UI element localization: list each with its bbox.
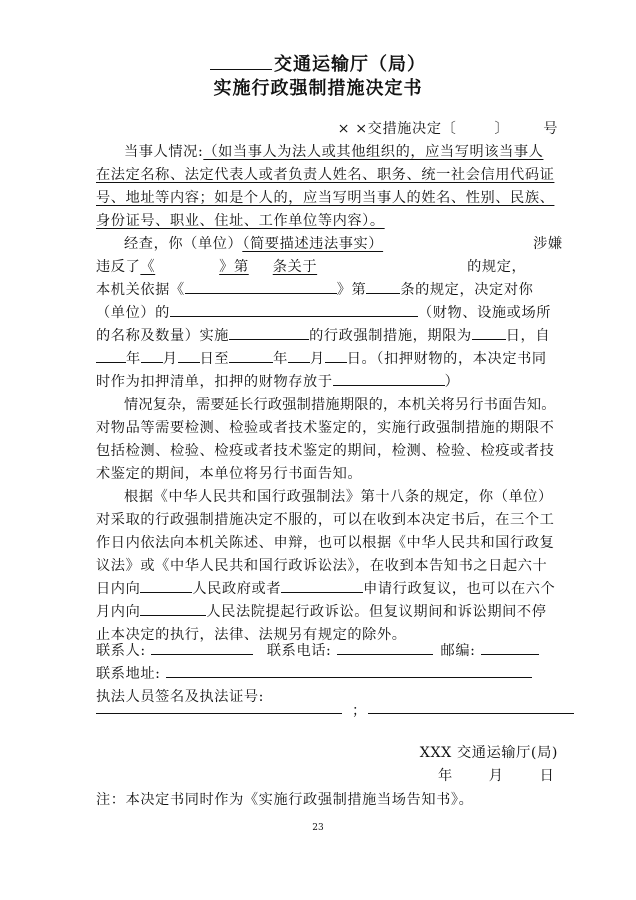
facts-text: 涉嫌: [533, 236, 563, 252]
facts-text: 时作为扣押清单，扣押的财物存放于: [96, 374, 333, 390]
party-info-line: [96, 141, 586, 163]
facts-text: 日，自: [505, 328, 551, 344]
footnote: 注：本决定书同时作为《实施行政强制措施当场告知书》。: [96, 792, 474, 808]
end-month-field[interactable]: [288, 348, 310, 363]
extension-line-4: 术鉴定的期间，本单位将另行书面告知。: [96, 466, 363, 482]
doc-number-bracket-close: 〕: [494, 121, 510, 137]
facts-line-1: [96, 233, 586, 255]
officer-signature-field-1[interactable]: [96, 713, 342, 714]
facts-line-4: [96, 302, 558, 324]
rights-line-5: 日内向 人民政府或者 申请行政复议，也可以在六个: [96, 578, 558, 600]
start-year-field[interactable]: [96, 348, 126, 363]
facts-line-2: [96, 256, 558, 278]
violated-law-field[interactable]: 《 》第 条关于: [140, 259, 318, 275]
page-number: 23: [312, 823, 324, 833]
date-day: 日: [539, 768, 555, 784]
facts-text: ）: [444, 374, 460, 390]
facts-text: 本机关依据《: [96, 282, 185, 298]
start-day-field[interactable]: [178, 348, 200, 363]
address-label: 联系地址:: [96, 666, 161, 682]
zip-field[interactable]: [481, 640, 539, 655]
issuer-name: XXX 交通运输厅(局): [419, 745, 558, 761]
date-year: 年: [438, 768, 453, 784]
rights-line-4: 议法》或《中华人民共和国行政诉讼法》，在收到本告知书之日起六十: [96, 558, 548, 574]
property-field[interactable]: [170, 302, 418, 317]
extension-line-3: 包括检测、检验、检疫或者技术鉴定的期间，检测、检验、检疫或者技: [96, 443, 555, 459]
party-label: 当事人情况:: [124, 144, 204, 160]
contact-person-label: 联系人:: [96, 643, 146, 659]
facts-text: 条的规定，决定对你: [400, 282, 534, 298]
contact-phone-label: 联系电话:: [266, 643, 332, 659]
rights-line-2: 对采取的行政强制措施决定不服的，可以在收到本决定书后，在三个工: [96, 512, 555, 528]
issue-date: [438, 765, 578, 787]
party-instruction-3[interactable]: 号、地址等内容；如是个人的，应当写明当事人的姓名、性别、民族、: [96, 190, 555, 206]
facts-line-6: 年 月 日至 年 月 日。（扣押财物的，本决定书同: [96, 348, 558, 370]
extension-line-1: 情况复杂，需要延长行政强制措施期限的，本机关将另行书面告知。: [124, 397, 556, 413]
facts-text: 经查，你（单位）: [124, 236, 243, 252]
contact-person-field[interactable]: [151, 640, 253, 655]
end-year-field[interactable]: [229, 348, 273, 363]
document-header: [0, 50, 636, 76]
duration-days-field[interactable]: [472, 325, 506, 340]
facts-text: 的行政强制措施，期限为: [309, 328, 472, 344]
address-field[interactable]: [166, 663, 532, 678]
court-field[interactable]: [140, 601, 206, 616]
legal-basis-article-field[interactable]: [366, 279, 400, 294]
rights-line-7: 止本决定的执行，法律、法规另有规定的除外。: [96, 627, 407, 643]
facts-text: 违反了: [96, 259, 141, 275]
violation-facts-field[interactable]: （简要描述违法事实）: [242, 236, 384, 252]
facts-line-3: [96, 279, 558, 301]
signature-separator: ；: [352, 703, 367, 719]
header-title-suffix: 交通运输厅（局）: [274, 54, 426, 75]
officer-label: 执法人员签名及执法证号:: [96, 689, 265, 705]
review-agency-field[interactable]: [281, 578, 363, 593]
storage-location-field[interactable]: [333, 371, 445, 386]
contact-line: [96, 640, 558, 662]
rights-line-1: 根据《中华人民共和国行政强制法》第十八条的规定，你（单位）: [124, 489, 553, 505]
officer-signature-field-2[interactable]: [368, 713, 574, 714]
party-instruction-1[interactable]: （如当事人为法人或其他组织的，应当写明该当事人: [203, 144, 544, 160]
document-number: [96, 118, 558, 140]
date-month: 月: [488, 768, 504, 784]
facts-text: 的名称及数量）实施: [96, 328, 230, 344]
end-day-field[interactable]: [325, 348, 347, 363]
facts-text: （财物、设施或场所: [417, 305, 552, 321]
agency-name-blank[interactable]: [210, 53, 272, 70]
address-line: [96, 663, 558, 685]
extension-line-2: 对物品等需要检测、检验或者技术鉴定的，实施行政强制措施的期限不: [96, 420, 555, 436]
facts-text: 的规定，: [467, 259, 527, 275]
contact-phone-field[interactable]: [337, 640, 433, 655]
start-month-field[interactable]: [141, 348, 163, 363]
facts-line-7: [96, 371, 558, 393]
facts-text: （单位）的: [96, 305, 170, 321]
legal-basis-law-field[interactable]: [185, 279, 337, 294]
document-title: 实施行政强制措施决定书: [213, 78, 423, 99]
review-government-field[interactable]: [140, 578, 192, 593]
party-info-line-4: [96, 210, 558, 232]
facts-line-5: [96, 325, 558, 347]
measure-type-field[interactable]: [229, 325, 309, 340]
rights-line-3: 作日内依法向本机关陈述、申辩，也可以根据《中华人民共和国行政复: [96, 535, 555, 551]
doc-number-prefix: × ×交措施决定〔: [337, 121, 457, 137]
rights-line-6: 月内向 人民法院提起行政诉讼。但复议期间和诉讼期间不停: [96, 601, 558, 623]
doc-number-suffix: 号: [543, 121, 558, 137]
party-instruction-2[interactable]: 在法定名称、法定代表人或者负责人姓名、职务、统一社会信用代码证: [96, 167, 555, 183]
facts-text: 》第: [336, 282, 367, 298]
party-instruction-4[interactable]: 身份证号、职业、住址、工作单位等内容）。: [96, 213, 385, 229]
zip-label: 邮编:: [440, 643, 476, 659]
